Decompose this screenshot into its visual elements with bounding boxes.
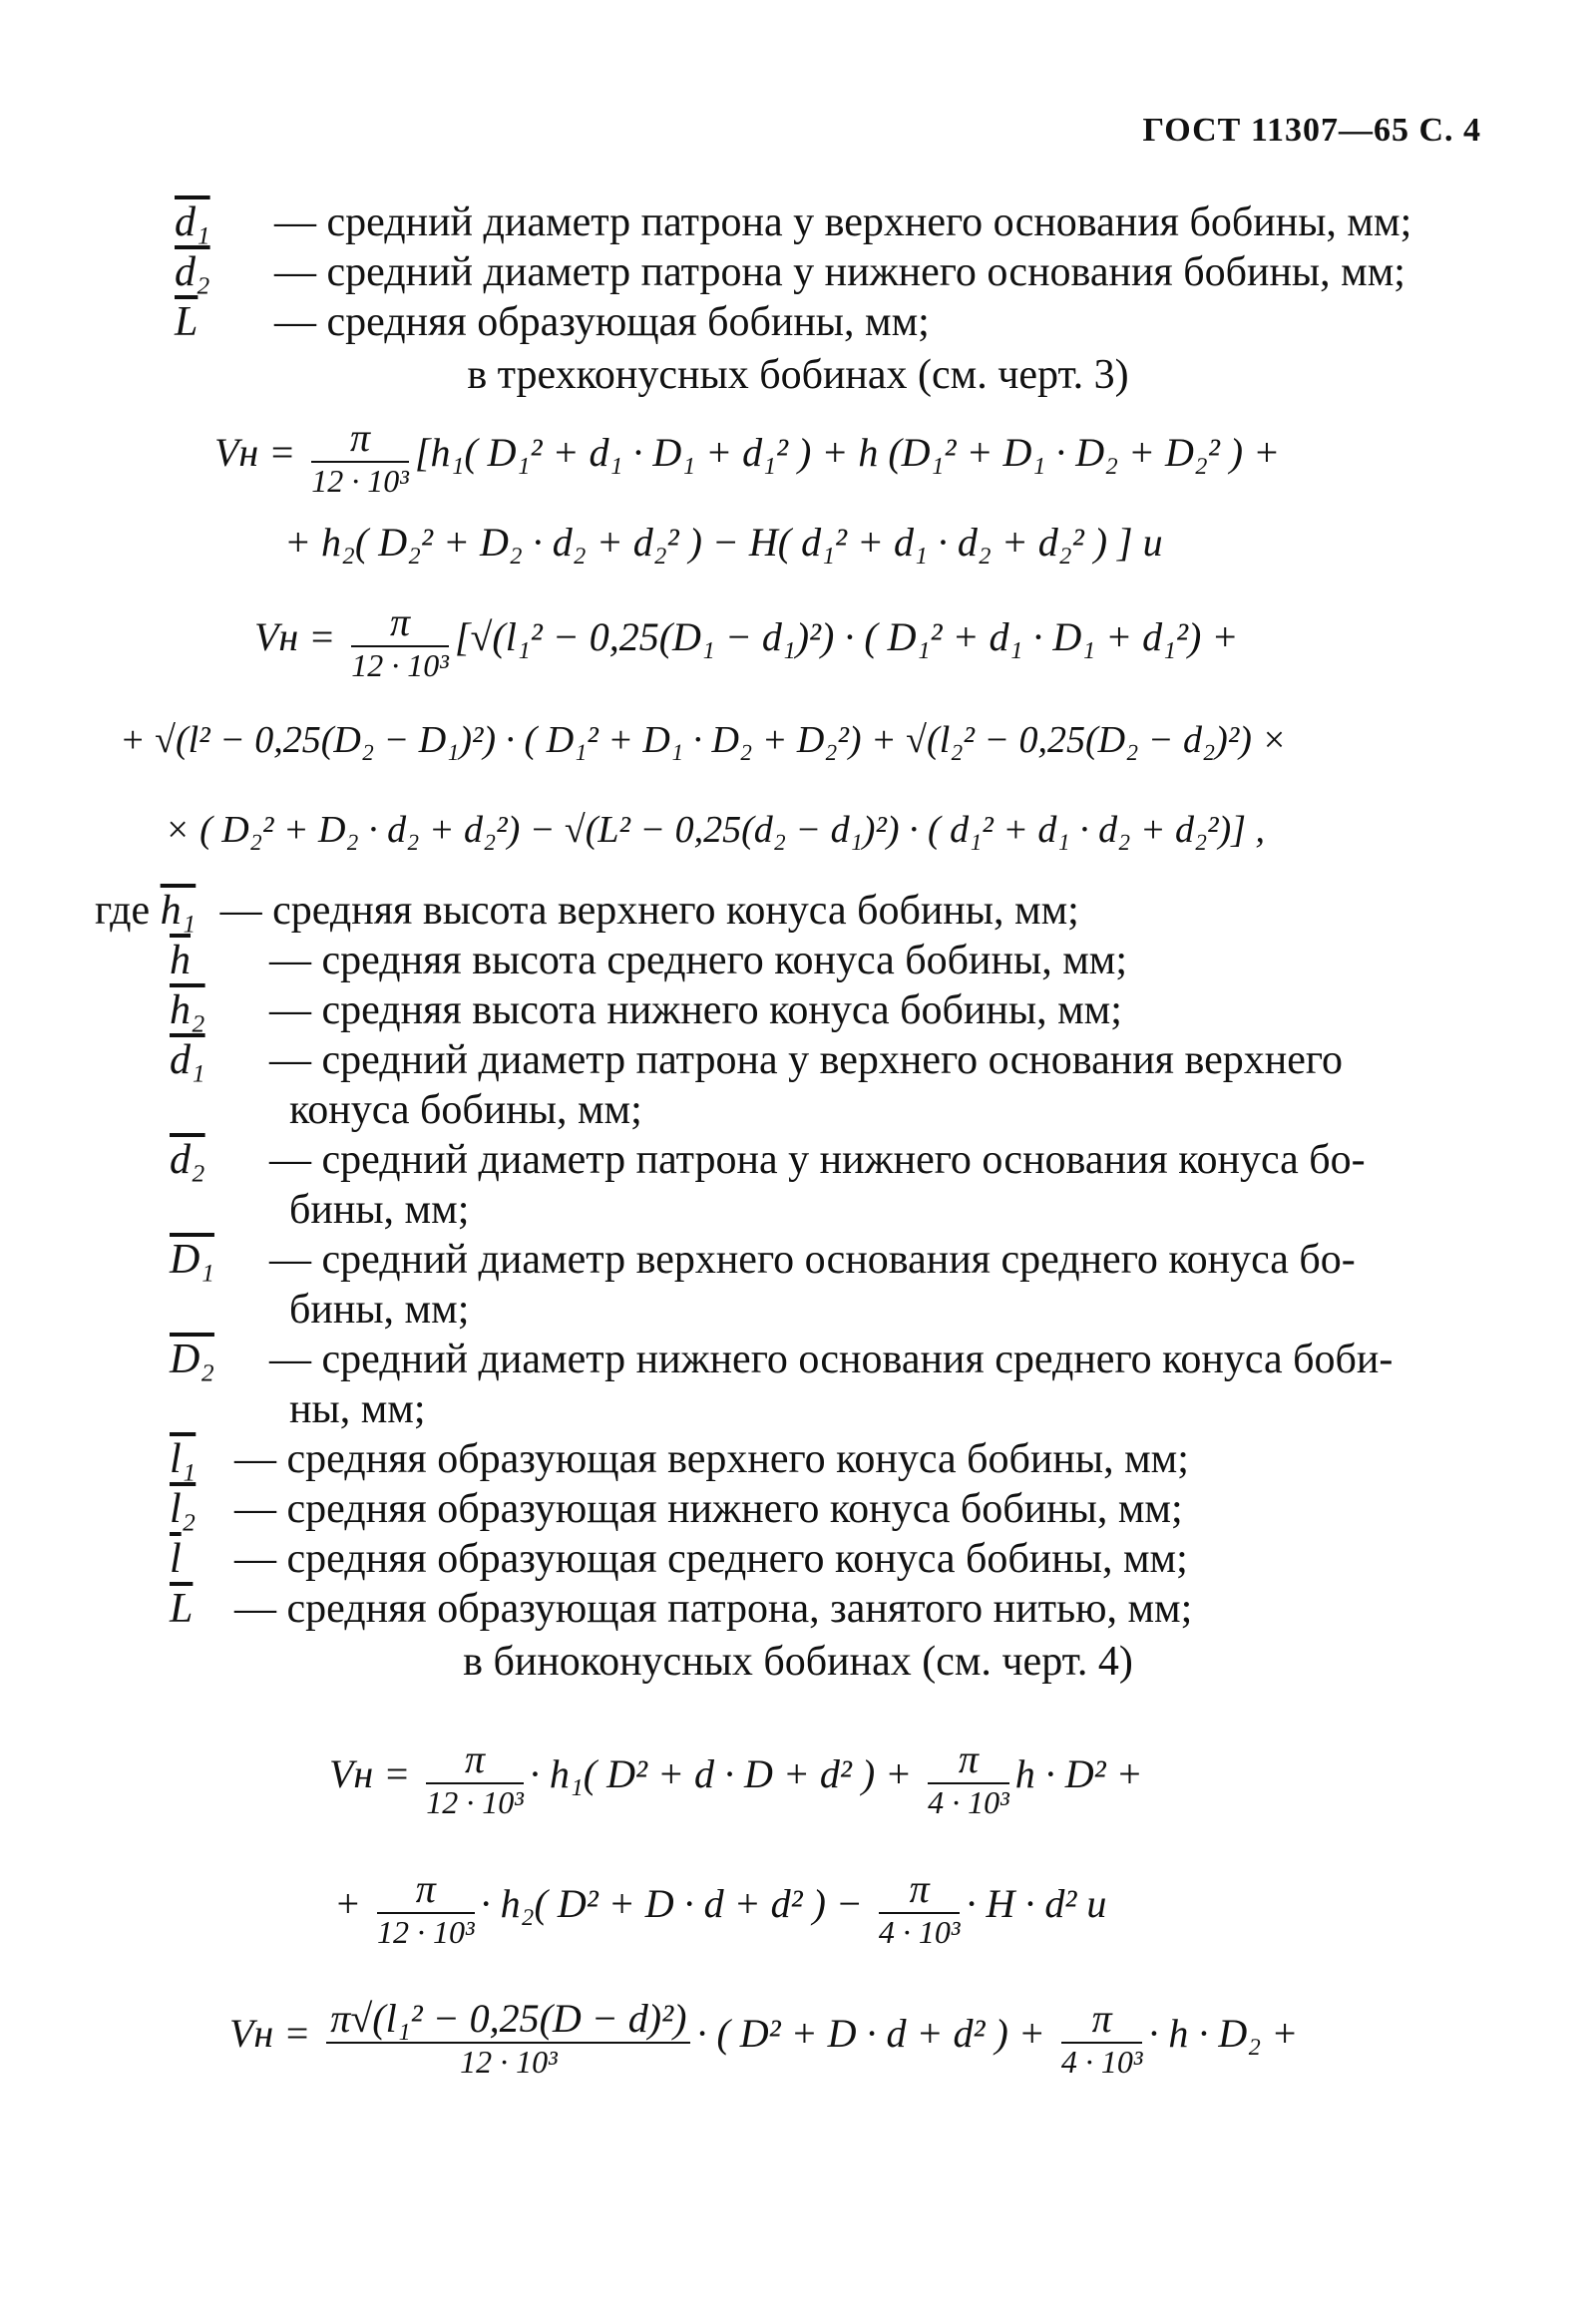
definition-text: — средняя образующая бобины, мм; [274, 299, 930, 345]
denominator: 4 · 10³ [928, 1784, 1009, 1820]
formula-line [254, 598, 1238, 684]
definition-text: — средний диаметр верхнего основания среднего конуса бо- [269, 1237, 1356, 1283]
numerator: π [879, 1865, 961, 1914]
definition-line [170, 1037, 1343, 1083]
formula-text: h · D² + [1014, 1751, 1143, 1797]
definition-continuation: бины, мм; [289, 1187, 470, 1233]
numerator: π√(l₁² − 0,25(D − d)²) [326, 1995, 690, 2044]
formula-line [334, 1865, 1106, 1951]
formula-text: · h · D₂ + [1148, 2011, 1299, 2057]
numerator: π [1061, 1995, 1143, 2044]
definition-text: — средняя образующая среднего конуса бобины, мм; [234, 1536, 1188, 1582]
symbol: d₁ [175, 199, 210, 245]
formula-line [214, 414, 1280, 500]
formula-text: [h₁( D₁² + d₁ · D₁ + d₁² ) + h (D₁² + D₁ · D₂ + D₂² ) + [414, 430, 1281, 476]
fraction [879, 1865, 961, 1951]
numerator: π [377, 1865, 475, 1914]
symbol: d₁ [170, 1037, 205, 1083]
symbol: l₂ [170, 1486, 197, 1532]
symbol: h₂ [170, 987, 205, 1033]
definition-line [175, 249, 1405, 295]
definition-text: — средняя высота нижнего конуса бобины, мм; [269, 987, 1122, 1033]
symbol: D₂ [170, 1337, 214, 1382]
formula-text: [√(l₁² − 0,25(D₁ − d₁)²) · ( D₁² + d₁ · D₁ + d₁²) + [454, 614, 1239, 660]
definition-text: — средняя высота верхнего конуса бобины, мм; [219, 888, 1079, 934]
definition-line [170, 1536, 1188, 1582]
formula-text: · h₁( D² + d · D + d² ) + [529, 1751, 913, 1797]
denominator: 12 · 10³ [377, 1914, 475, 1950]
denominator: 4 · 10³ [1060, 2044, 1143, 2080]
definition-text: — средняя образующая патрона, занятого нитью, мм; [234, 1586, 1193, 1632]
formula-text: · ( D² + D · d + d² ) + [696, 2011, 1045, 2057]
definition-continuation: конуса бобины, мм; [289, 1087, 642, 1133]
fraction [326, 1995, 690, 2081]
fraction [377, 1865, 475, 1951]
definition-text: — средний диаметр нижнего основания среднего конуса боби- [269, 1337, 1394, 1382]
denominator: 12 · 10³ [351, 647, 449, 683]
definition-line [170, 1337, 1393, 1382]
definition-text: — средний диаметр патрона у верхнего основания верхнего [269, 1037, 1344, 1083]
symbol: $\overline{L}$ [170, 1586, 194, 1632]
symbol: d₂ [175, 249, 210, 295]
denominator: 12 · 10³ [426, 1784, 524, 1820]
formula-lhs: Vн = [329, 1751, 411, 1797]
formula-lhs: Vн = [254, 614, 336, 660]
formula-text: · H · d² и [966, 1881, 1107, 1927]
formula-line: × ( D₂² + D₂ · d₂ + d₂²) − √(L² − 0,25(d₂ − d₁)²) · ( d₁² + d₁ · d₂ + d₂²)] , [165, 809, 1266, 851]
fraction [351, 598, 449, 684]
definition-text: — средняя высота среднего конуса бобины, мм; [269, 938, 1128, 983]
definition-continuation: ны, мм; [289, 1386, 426, 1432]
symbol: $\overline{l}$ [170, 1536, 182, 1582]
where-word: где [95, 888, 151, 934]
numerator: π [351, 598, 449, 647]
definition-line [95, 888, 1079, 934]
fraction [426, 1735, 524, 1821]
numerator: π [311, 414, 409, 463]
definition-text: — средний диаметр патрона у нижнего основания конуса бо- [269, 1137, 1366, 1183]
symbol: l₁ [170, 1436, 197, 1482]
definition-line [170, 1237, 1356, 1283]
definition-line [170, 1436, 1189, 1482]
denominator: 12 · 10³ [460, 2044, 558, 2080]
definition-line [170, 1586, 1192, 1632]
fraction [928, 1735, 1009, 1821]
symbol: d₂ [170, 1137, 205, 1183]
formula-line [229, 1995, 1298, 2081]
formula-line: + h₂( D₂² + D₂ · d₂ + d₂² ) − H( d₁² + d₁ · d₂ + d₂² ) ] и [284, 520, 1163, 565]
formula-line [329, 1735, 1143, 1821]
definition-continuation: бины, мм; [289, 1287, 470, 1333]
definition-line [170, 938, 1127, 983]
definition-line [175, 299, 930, 345]
symbol: $\overline{L}$ [175, 299, 199, 345]
numerator: π [426, 1735, 524, 1784]
formula-lhs: Vн = [229, 2011, 311, 2057]
definition-line [170, 1137, 1366, 1183]
page-header: ГОСТ 11307—65 С. 4 [1142, 112, 1481, 149]
section-heading: в биноконусных бобинах (см. черт. 4) [463, 1639, 1133, 1685]
denominator: 12 · 10³ [311, 463, 409, 499]
symbol: D₁ [170, 1237, 214, 1283]
definition-text: — средняя образующая верхнего конуса бобины, мм; [234, 1436, 1189, 1482]
symbol: h₁ [160, 888, 197, 934]
definition-text: — средний диаметр патрона у верхнего основания бобины, мм; [274, 199, 1412, 245]
definition-line [170, 1486, 1183, 1532]
denominator: 4 · 10³ [878, 1914, 961, 1950]
formula-text: · h₂( D² + D · d + d² ) − [480, 1881, 863, 1927]
fraction [311, 414, 409, 500]
formula-text: + [334, 1881, 361, 1927]
definition-line [170, 987, 1122, 1033]
section-heading: в трехконусных бобинах (см. черт. 3) [467, 352, 1129, 398]
fraction [1061, 1995, 1143, 2081]
symbol: $\overline{h}$ [170, 938, 191, 983]
numerator: π [928, 1735, 1009, 1784]
formula-lhs: Vн = [214, 430, 296, 476]
definition-text: — средняя образующая нижнего конуса бобины, мм; [234, 1486, 1183, 1532]
definition-text: — средний диаметр патрона у нижнего основания бобины, мм; [274, 249, 1405, 295]
definition-line [175, 199, 1411, 245]
formula-line: + √(l² − 0,25(D₂ − D₁)²) · ( D₁² + D₁ · D₂ + D₂²) + √(l₂² − 0,25(D₂ − d₂)²) × [120, 719, 1288, 761]
